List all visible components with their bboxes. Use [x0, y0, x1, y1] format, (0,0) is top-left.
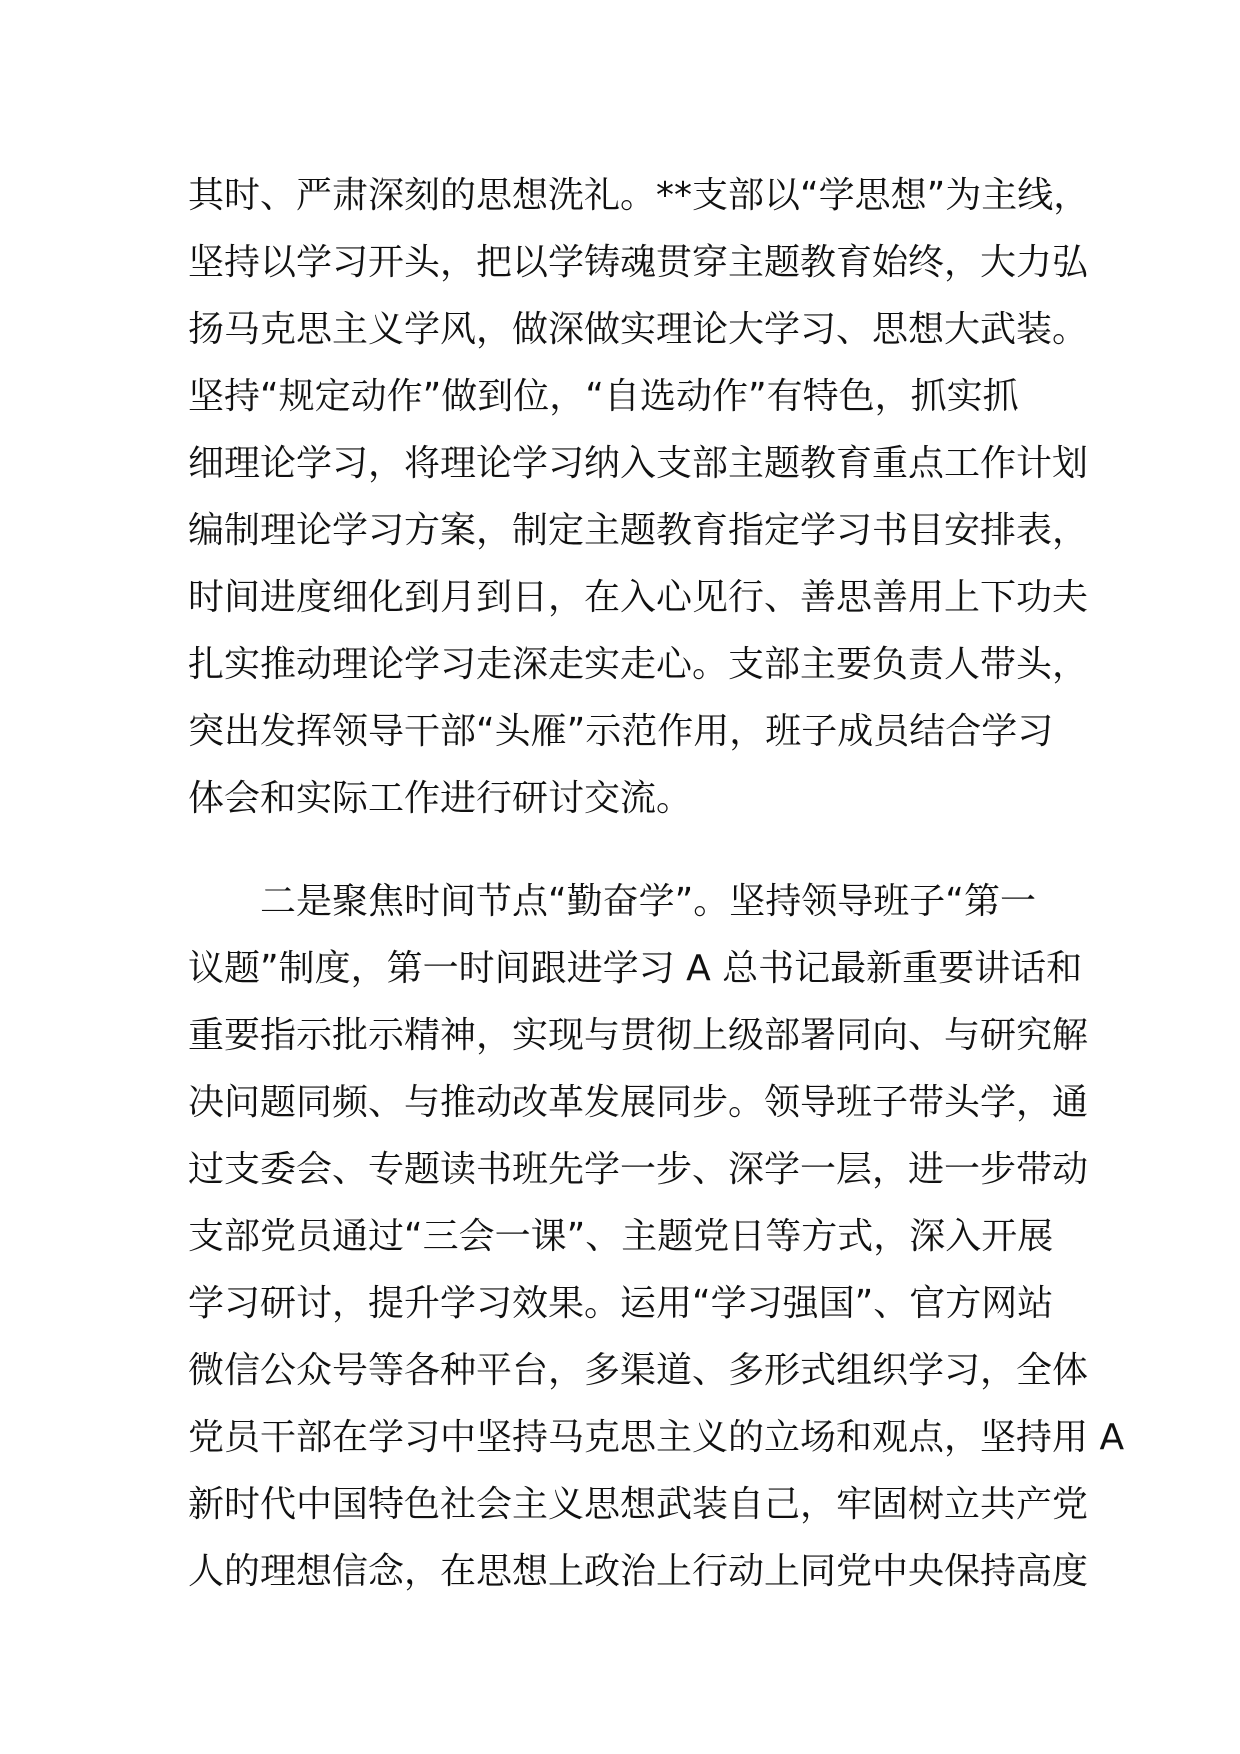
text-line: 决问题同频、与推动改革发展同步。领导班子带头学，通: [188, 1082, 1089, 1123]
text-line: 坚持“规定动作”做到位，“自选动作”有特色，抓实抓: [188, 376, 1019, 417]
text-line: 体会和实际工作进行研讨交流。: [188, 778, 693, 819]
text-line: 重要指示批示精神，实现与贯彻上级部署同向、与研究解: [188, 1015, 1089, 1056]
text-line: 时间进度细化到月到日，在入心见行、善思善用上下功夫: [188, 577, 1089, 618]
text-line: 微信公众号等各种平台，多渠道、多形式组织学习，全体: [188, 1350, 1089, 1391]
text-line: 扬马克思主义学风，做深做实理论大学习、思想大武装。: [188, 309, 1089, 350]
text-line: 党员干部在学习中坚持马克思主义的立场和观点，坚持用 A: [188, 1417, 1125, 1458]
text-line: 坚持以学习开头，把以学铸魂贯穿主题教育始终，大力弘: [188, 242, 1089, 283]
text-line-first: 二是聚焦时间节点“勤奋学”。坚持领导班子“第一: [260, 881, 1036, 922]
text-line: 新时代中国特色社会主义思想武装自己，牢固树立共产党: [188, 1484, 1089, 1525]
text-line: 学习研讨，提升学习效果。运用“学习强国”、官方网站: [188, 1283, 1054, 1324]
paragraph-2: [188, 868, 1125, 1605]
text-line: 其时、严肃深刻的思想洗礼。**支部以“学思想”为主线，: [188, 175, 1090, 216]
text-line: 支部党员通过“三会一课”、主题党日等方式，深入开展: [188, 1216, 1054, 1257]
text-line: 过支委会、专题读书班先学一步、深学一层，进一步带动: [188, 1149, 1089, 1190]
text-line: 突出发挥领导干部“头雁”示范作用，班子成员结合学习: [188, 711, 1054, 752]
text-line: 扎实推动理论学习走深走实走心。支部主要负责人带头，: [188, 644, 1089, 685]
text-line: 编制理论学习方案，制定主题教育指定学习书目安排表，: [188, 510, 1089, 551]
text-line: 人的理想信念，在思想上政治上行动上同党中央保持高度: [188, 1551, 1089, 1592]
text-line: 细理论学习，将理论学习纳入支部主题教育重点工作计划: [188, 443, 1089, 484]
text-line: 议题”制度，第一时间跟进学习 A 总书记最新重要讲话和: [188, 948, 1083, 989]
paragraph-1: [188, 162, 1090, 832]
